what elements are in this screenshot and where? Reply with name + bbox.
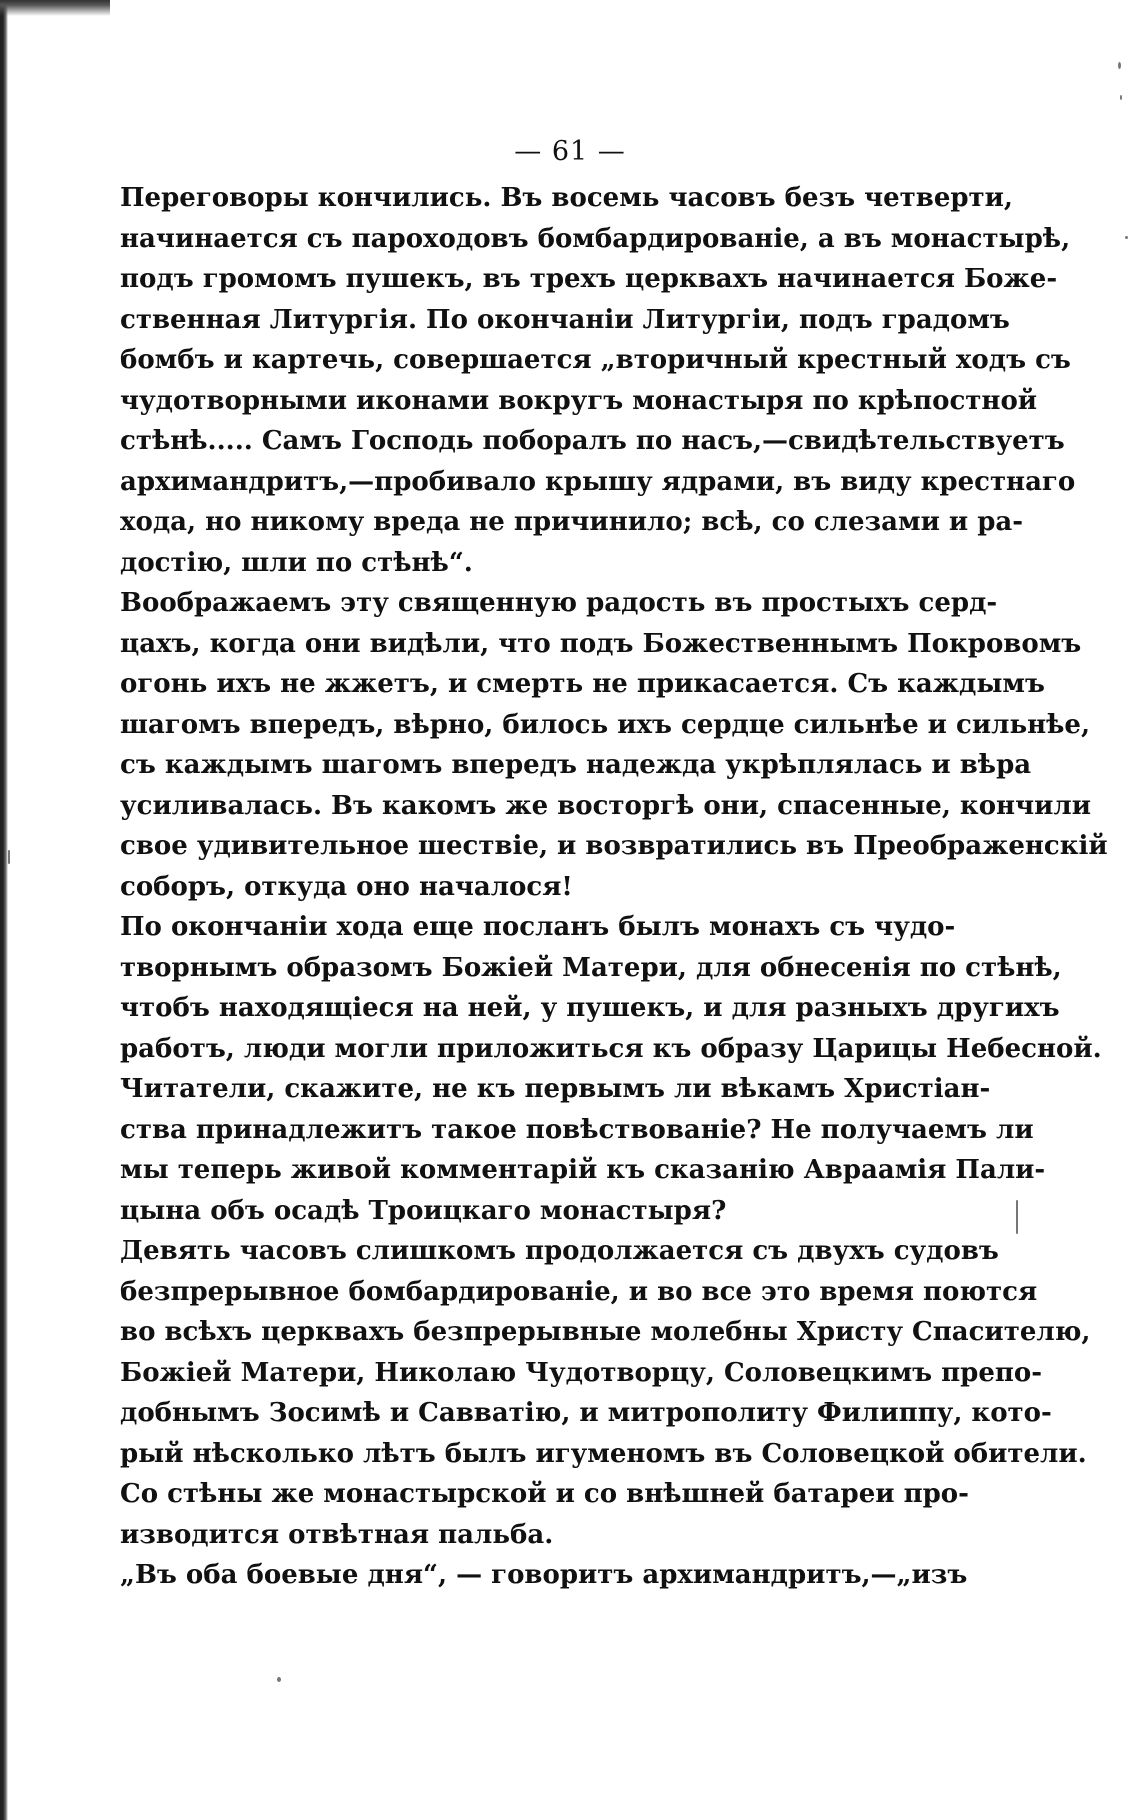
text-line: соборъ, откуда оно началося! [120, 871, 573, 902]
text-line: свое удивительное шествіе, и возвратились въ Преображенскій [120, 831, 1108, 861]
text-line: усиливалась. Въ какомъ же восторгѣ они, спасенные, кончили [120, 790, 1092, 821]
text-line: хода, но никому вреда не причинило; всѣ, со слезами и ра- [120, 507, 1024, 537]
text-line: начинается съ пароходовъ бомбардированіе, а въ монастырѣ, [120, 223, 1071, 254]
paragraph [120, 1231, 1091, 1474]
text-line: цахъ, когда они видѣли, что подъ Божественнымъ Покровомъ [120, 628, 1082, 659]
scan-edge-top [0, 0, 110, 16]
paragraph [120, 583, 1108, 907]
text-line: шагомъ впередъ, вѣрно, билось ихъ сердце сильнѣе и сильнѣе, [120, 709, 1091, 740]
text-line: Божіей Матери, Николаю Чудотворцу, Соловецкимъ препо- [120, 1357, 1043, 1388]
paragraph [120, 1069, 1046, 1231]
text-line: ственная Литургія. По окончаніи Литургіи, подъ градомъ [120, 304, 1010, 335]
text-line: мы теперь живой комментарій къ сказанію Авраамія Пали- [120, 1155, 1046, 1185]
text-line: цына объ осадѣ Троицкаго монастыря? [120, 1195, 727, 1226]
text-line: „Въ оба боевые дня“, — говоритъ архимандритъ,—„изъ [120, 1560, 968, 1590]
text-line: чтобъ находящіеся на ней, у пушекъ, и для разныхъ другихъ [120, 993, 1060, 1023]
text-line: Девять часовъ слишкомъ продолжается съ двухъ судовъ [120, 1236, 999, 1266]
scan-speck [1016, 1200, 1018, 1234]
text-line: По окончаніи хода еще посланъ былъ монахъ съ чудо- [120, 912, 956, 942]
text-line: Читатели, скажите, не къ первымъ ли вѣкамъ Христіан- [120, 1074, 991, 1104]
text-line: достію, шли по стѣнѣ“. [120, 547, 473, 578]
text-line: изводится отвѣтная пальба. [120, 1519, 554, 1550]
text-line: безпрерывное бомбардированіе, и во все это время поются [120, 1276, 1038, 1307]
paragraph [120, 1474, 969, 1555]
text-line: во всѣхъ церквахъ безпрерывные молебны Христу Спасителю, [120, 1317, 1091, 1347]
scan-speck [277, 1677, 281, 1682]
scan-speck [1118, 62, 1121, 69]
text-line: Переговоры кончились. Въ восемь часовъ безъ четверти, [120, 183, 1013, 213]
text-line: работъ, люди могли приложиться къ образу Царицы Небесной. [120, 1033, 1102, 1064]
text-line: чудотворными иконами вокругъ монастыря по крѣпостной [120, 385, 1038, 416]
text-line: рый нѣсколько лѣтъ былъ игуменомъ въ Соловецкой обители. [120, 1438, 1087, 1469]
text-line: творнымъ образомъ Божіей Матери, для обнесенія по стѣнѣ, [120, 952, 1062, 983]
body-text [120, 178, 1108, 1596]
page-number: — 61 — [514, 136, 626, 167]
text-line: добнымъ Зосимѣ и Савватію, и митрополиту Филиппу, кото- [120, 1398, 1052, 1428]
text-line: ства принадлежитъ такое повѣствованіе? Не получаемъ ли [120, 1114, 1034, 1145]
scan-speck [1125, 236, 1128, 239]
text-line: бомбъ и картечь, совершается „вторичный крестный ходъ съ [120, 345, 1071, 375]
paragraph [120, 907, 1102, 1069]
text-line: Воображаемъ эту священную радость въ простыхъ серд- [120, 588, 998, 618]
paragraph [120, 1555, 968, 1596]
scan-speck [1120, 95, 1122, 100]
scan-edge-left [0, 0, 8, 1820]
text-line: подъ громомъ пушекъ, въ трехъ церквахъ начинается Боже- [120, 264, 1058, 294]
paragraph [120, 178, 1076, 583]
text-line: огонь ихъ не жжетъ, и смерть не прикасается. Съ каждымъ [120, 669, 1045, 699]
text-line: Со стѣны же монастырской и со внѣшней батареи про- [120, 1479, 969, 1509]
text-line: стѣнѣ..... Самъ Господь поборалъ по насъ,—свидѣтельствуетъ [120, 426, 1065, 456]
text-line: архимандритъ,—пробивало крышу ядрами, въ виду крестнаго [120, 466, 1076, 497]
scan-speck [8, 850, 10, 864]
text-line: съ каждымъ шагомъ впередъ надежда укрѣплялась и вѣра [120, 750, 1032, 780]
